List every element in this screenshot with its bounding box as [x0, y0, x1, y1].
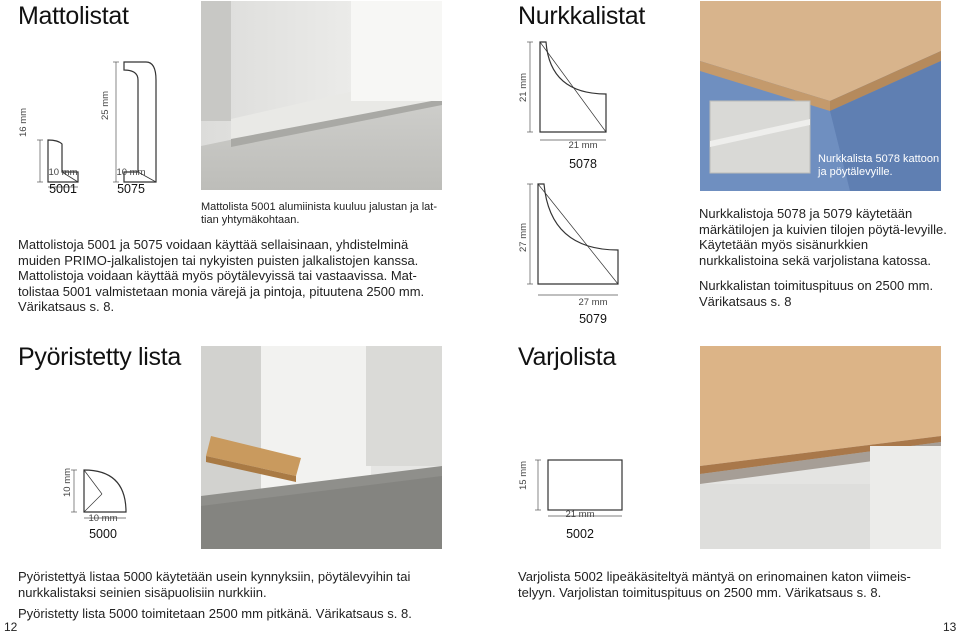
dimension-height-5001: 16 mm	[18, 107, 29, 137]
dimension-height-5079: 27 mm	[518, 222, 529, 252]
profile-code-5078: 5078	[569, 157, 597, 171]
photo-caption-5001: Mattolista 5001 alumiinista kuuluu jalustan ja lat-tian yhtymäkohtaan.	[201, 201, 438, 226]
profile-code-5002: 5002	[566, 527, 594, 541]
page-title-mattolistat: Mattolistat	[18, 2, 129, 30]
dimension-width-5001: 10 mm	[48, 167, 78, 178]
photo-rounded-threshold	[201, 346, 442, 549]
dimension-height-5075: 25 mm	[100, 90, 111, 120]
dimension-height-5002: 15 mm	[518, 460, 529, 490]
section-title-varjolista: Varjolista	[518, 343, 616, 371]
profile-code-5079: 5079	[579, 312, 607, 326]
dimension-width-5075: 10 mm	[116, 167, 146, 178]
photo-shadow-list	[700, 346, 941, 549]
profile-code-5000: 5000	[89, 527, 117, 541]
page-number-left: 12	[4, 620, 18, 634]
dimension-width-5079: 27 mm	[578, 297, 608, 308]
paragraph-varjolista: Varjolista 5002 lipeäkäsiteltyä mäntyä on erinomainen katon viimeis-telyyn. Varjolistan toimituspituus on 2500 mm. Värikatsaus s. 8.	[518, 569, 911, 600]
paragraph-mattolistat: Mattolistoja 5001 ja 5075 voidaan käyttää sellaisinaan, yhdistelminä muiden PRIMO-jalkalistojen tai nykyisten puisten jalkalistojen kanssa. Mattolistoja voidaan käyttää myös pöytälevyissä tai vastaavissa. Mat-tolistaa 5001 valmistetaan monia värejä ja pintoja, pituutena 2500 mm. Värikatsaus s. 8.	[18, 237, 425, 315]
paragraph-nurkkalistat: Nurkkalistoja 5078 ja 5079 käytetään märkätilojen ja kuivien tilojen pöytä-levyille. Käytetään myös sisänurkkien nurkkalistoina sekä varjolistana katossa.	[699, 206, 947, 268]
photo-baseboard	[201, 1, 442, 190]
profile-code-5075: 5075	[117, 182, 145, 196]
photo-caption-5078: Nurkkalista 5078 kattoon ja pöytälevyille.	[818, 153, 940, 178]
dimension-width-5078: 21 mm	[568, 140, 598, 151]
dimension-width-5000: 10 mm	[88, 513, 118, 524]
paragraph-pyoristetty-b: Pyöristetty lista 5000 toimitetaan 2500 mm pitkänä. Värikatsaus s. 8.	[18, 606, 412, 621]
page-number-right: 13	[943, 620, 957, 634]
page-title-nurkkalistat: Nurkkalistat	[518, 2, 645, 30]
section-title-pyoristetty: Pyöristetty lista	[18, 343, 182, 371]
dimension-height-5078: 21 mm	[518, 72, 529, 102]
profile-drawing-5079	[520, 180, 640, 305]
profile-code-5001: 5001	[49, 182, 77, 196]
paragraph-pyoristetty-a: Pyöristettyä listaa 5000 käytetään usein kynnyksiin, pöytälevyihin tai nurkkalistaksi seinien sisäpuolisiin nurkkiin.	[18, 569, 411, 600]
profile-drawing-5078	[520, 34, 630, 154]
paragraph-nurkkalistat-b: Nurkkalistan toimituspituus on 2500 mm. Värikatsaus s. 8	[699, 278, 934, 309]
dimension-width-5002: 21 mm	[565, 509, 595, 520]
dimension-height-5000: 10 mm	[62, 467, 73, 497]
